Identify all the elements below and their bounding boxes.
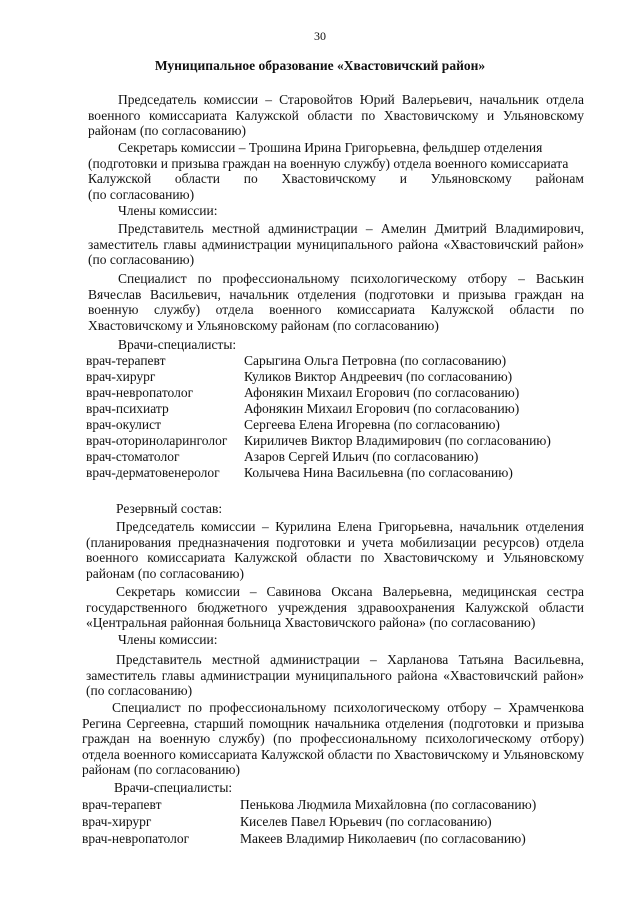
secretary-paragraph — [88, 140, 584, 202]
doctor-specialty: врач-хирург — [86, 369, 156, 384]
section-title: Муниципальное образование «Хвастовичский район» — [154, 58, 486, 73]
secretary-line-4: (по согласованию) — [88, 186, 195, 202]
doctor-name: Колычева Нина Васильевна (по согласованию) — [244, 465, 513, 480]
secretary-line-2: (подготовки и призыва граждан на военную службу) отдела военного комиссариата — [88, 155, 569, 171]
reserve-members-heading: Члены комиссии: — [118, 632, 218, 647]
reserve-chairman-paragraph: Председатель комиссии – Курилина Елена Григорьевна, начальник отделения (планирования предназначения подготовки и учета мобилизации ресурсов) отдела военного комиссариата Калужской области по Хвастовичскому и Ульяновскому районам (по согласованию) — [86, 519, 584, 581]
members-heading: Члены комиссии: — [118, 203, 218, 218]
page-number: 30 — [314, 29, 326, 43]
doctor-name: Афонякин Михаил Егорович (по согласованию) — [244, 401, 520, 416]
doctor-specialty: врач-психиатр — [86, 401, 169, 416]
doctor-specialty: врач-терапевт — [86, 353, 166, 368]
doctor-name: Сергеева Елена Игоревна (по согласованию) — [244, 417, 500, 432]
reserve-heading: Резервный состав: — [116, 501, 223, 516]
reserve-secretary-paragraph: Секретарь комиссии – Савинова Оксана Валерьевна, медицинская сестра государственного бюджетного учреждения здравоохранения Калужской области «Центральная районная больница Хвастовичского района» (по согласованию) — [86, 584, 584, 631]
doctor-name: Макеев Владимир Николаевич (по согласованию) — [240, 831, 526, 846]
secretary-line-1: Секретарь комиссии – Трошина Ирина Григорьевна, фельдшер отделения — [118, 140, 543, 155]
doctor-name: Кириличев Виктор Владимирович (по согласованию) — [244, 433, 551, 448]
psych-specialist-paragraph: Специалист по профессиональному психологическому отбору – Васькин Вячеслав Васильевич, начальник отделения (подготовки и призыва граждан на военную службу) отдела военного комиссариата Калужской области по Хвастовичскому и Ульяновскому районам (по согласованию) — [88, 271, 584, 333]
doctor-specialty: врач-стоматолог — [86, 449, 180, 464]
doctor-specialty: врач-дерматовенеролог — [86, 465, 220, 480]
doctor-name: Пенькова Людмила Михайловна (по согласованию) — [240, 797, 537, 812]
doctor-specialty: врач-невропатолог — [86, 385, 194, 400]
doctor-name: Сарыгина Ольга Петровна (по согласованию) — [244, 353, 507, 368]
doctor-name: Куликов Виктор Андреевич (по согласованию) — [244, 369, 513, 384]
doctor-name: Афонякин Михаил Егорович (по согласованию) — [244, 385, 520, 400]
doctor-name: Киселев Павел Юрьевич (по согласованию) — [240, 814, 492, 829]
doctor-specialty: врач-окулист — [86, 417, 161, 432]
reserve-psych-specialist-paragraph: Специалист по профессиональному психологическому отбору – Храмченкова Регина Сергеевна, старший помощник начальника отделения (подготовки и призыва граждан на военную службу) (по профессиональному психологическому отбору) отдела военного комиссариата Калужской области по Хвастовичскому и Ульяновскому районам (по согласованию) — [82, 700, 584, 778]
doctor-specialty: врач-хирург — [82, 814, 152, 829]
secretary-line-3: Калужской области по Хвастовичскому и Ульяновскому районам — [88, 171, 584, 187]
doctor-name: Азаров Сергей Ильич (по согласованию) — [244, 449, 479, 464]
local-admin-paragraph: Представитель местной администрации – Амелин Дмитрий Владимирович, заместитель главы администрации муниципального района «Хвастовичский район» (по согласованию) — [88, 221, 584, 268]
reserve-local-admin-paragraph: Представитель местной администрации – Харланова Татьяна Васильевна, заместитель главы администрации муниципального района «Хвастовичский район» (по согласованию) — [86, 652, 584, 699]
reserve-doctors-heading: Врачи-специалисты: — [114, 780, 233, 795]
chairman-paragraph: Председатель комиссии – Старовойтов Юрий Валерьевич, начальник отдела военного комиссариата Калужской области по Хвастовичскому и Ульяновскому районам (по согласованию) — [88, 92, 584, 139]
doctors-heading: Врачи-специалисты: — [118, 337, 237, 352]
doctor-specialty: врач-оториноларинголог — [86, 433, 228, 448]
doctor-specialty: врач-терапевт — [82, 797, 162, 812]
doctor-specialty: врач-невропатолог — [82, 831, 190, 846]
